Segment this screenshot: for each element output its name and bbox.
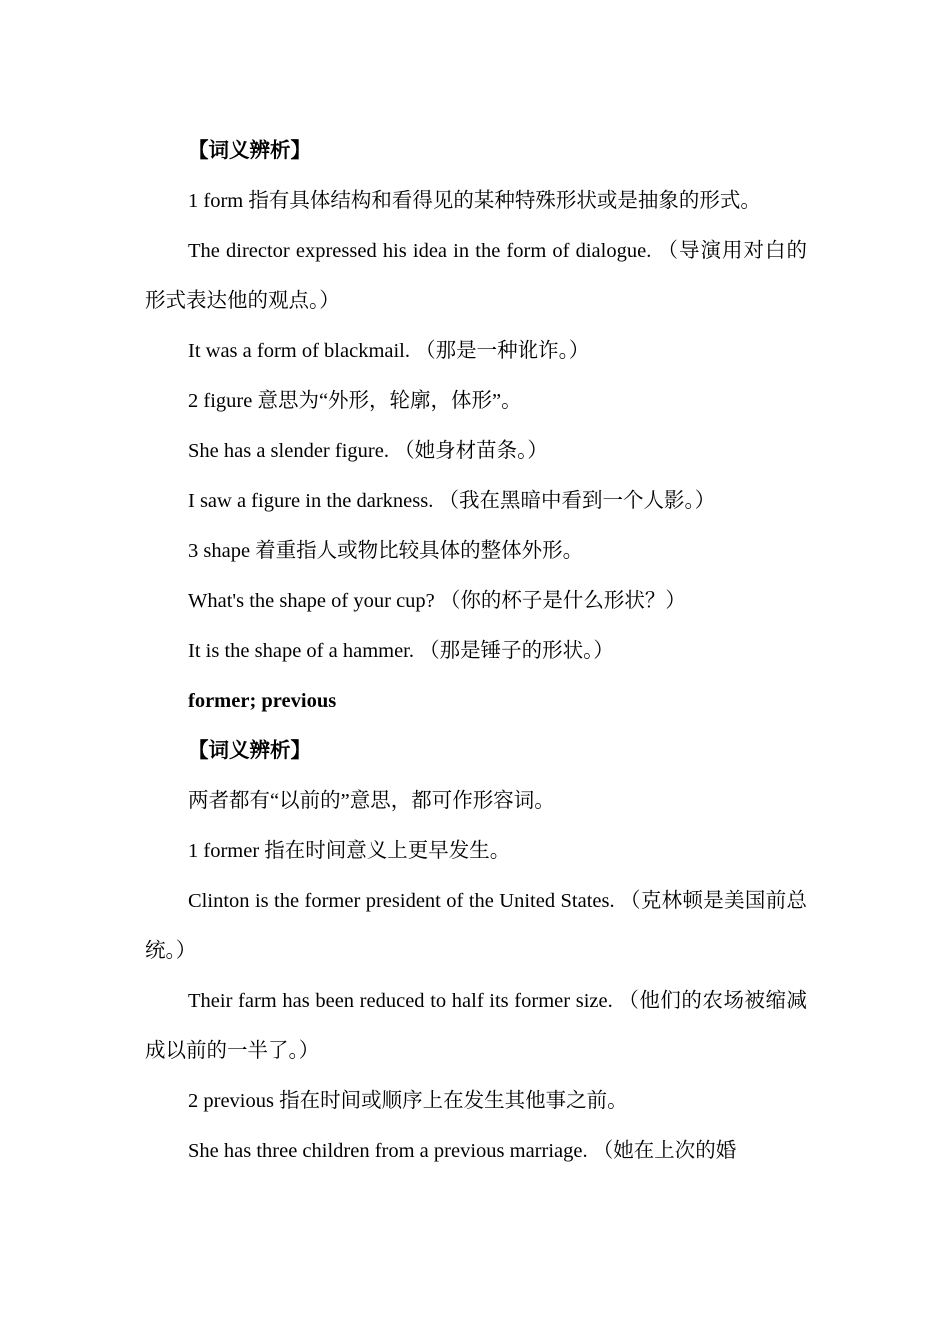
- definition-form: 1 form 指有具体结构和看得见的某种特殊形状或是抽象的形式。: [188, 190, 761, 212]
- example-sentence: It was a form of blackmail. （那是一种讹诈。）: [188, 340, 590, 362]
- example-sentence: The director expressed his idea in the form of dialogue. （导演用对白的形式表达他的观点。）: [145, 240, 807, 312]
- definition-former: 1 former 指在时间意义上更早发生。: [188, 840, 511, 862]
- example-sentence: I saw a figure in the darkness. （我在黑暗中看到一个人影。）: [188, 490, 716, 512]
- document-body: [145, 126, 807, 1176]
- example-sentence: Their farm has been reduced to half its former size. （他们的农场被缩减成以前的一半了。）: [145, 990, 807, 1062]
- section-heading-word-analysis: 【词义辨析】: [188, 740, 311, 762]
- definition-figure: 2 figure 意思为“外形，轮廓，体形”。: [188, 390, 522, 412]
- definition-previous: 2 previous 指在时间或顺序上在发生其他事之前。: [188, 1090, 628, 1112]
- section-heading-word-analysis: 【词义辨析】: [188, 140, 311, 162]
- intro-text: 两者都有“以前的”意思，都可作形容词。: [188, 790, 555, 812]
- example-sentence: What's the shape of your cup? （你的杯子是什么形状？）: [188, 590, 686, 612]
- definition-shape: 3 shape 着重指人或物比较具体的整体外形。: [188, 540, 584, 562]
- example-sentence: She has a slender figure. （她身材苗条。）: [188, 440, 548, 462]
- example-sentence: It is the shape of a hammer. （那是锤子的形状。）: [188, 640, 614, 662]
- entry-title-former-previous: former; previous: [188, 690, 337, 712]
- example-sentence: She has three children from a previous marriage. （她在上次的婚: [188, 1140, 737, 1162]
- example-sentence: Clinton is the former president of the United States. （克林顿是美国前总统。）: [145, 890, 807, 962]
